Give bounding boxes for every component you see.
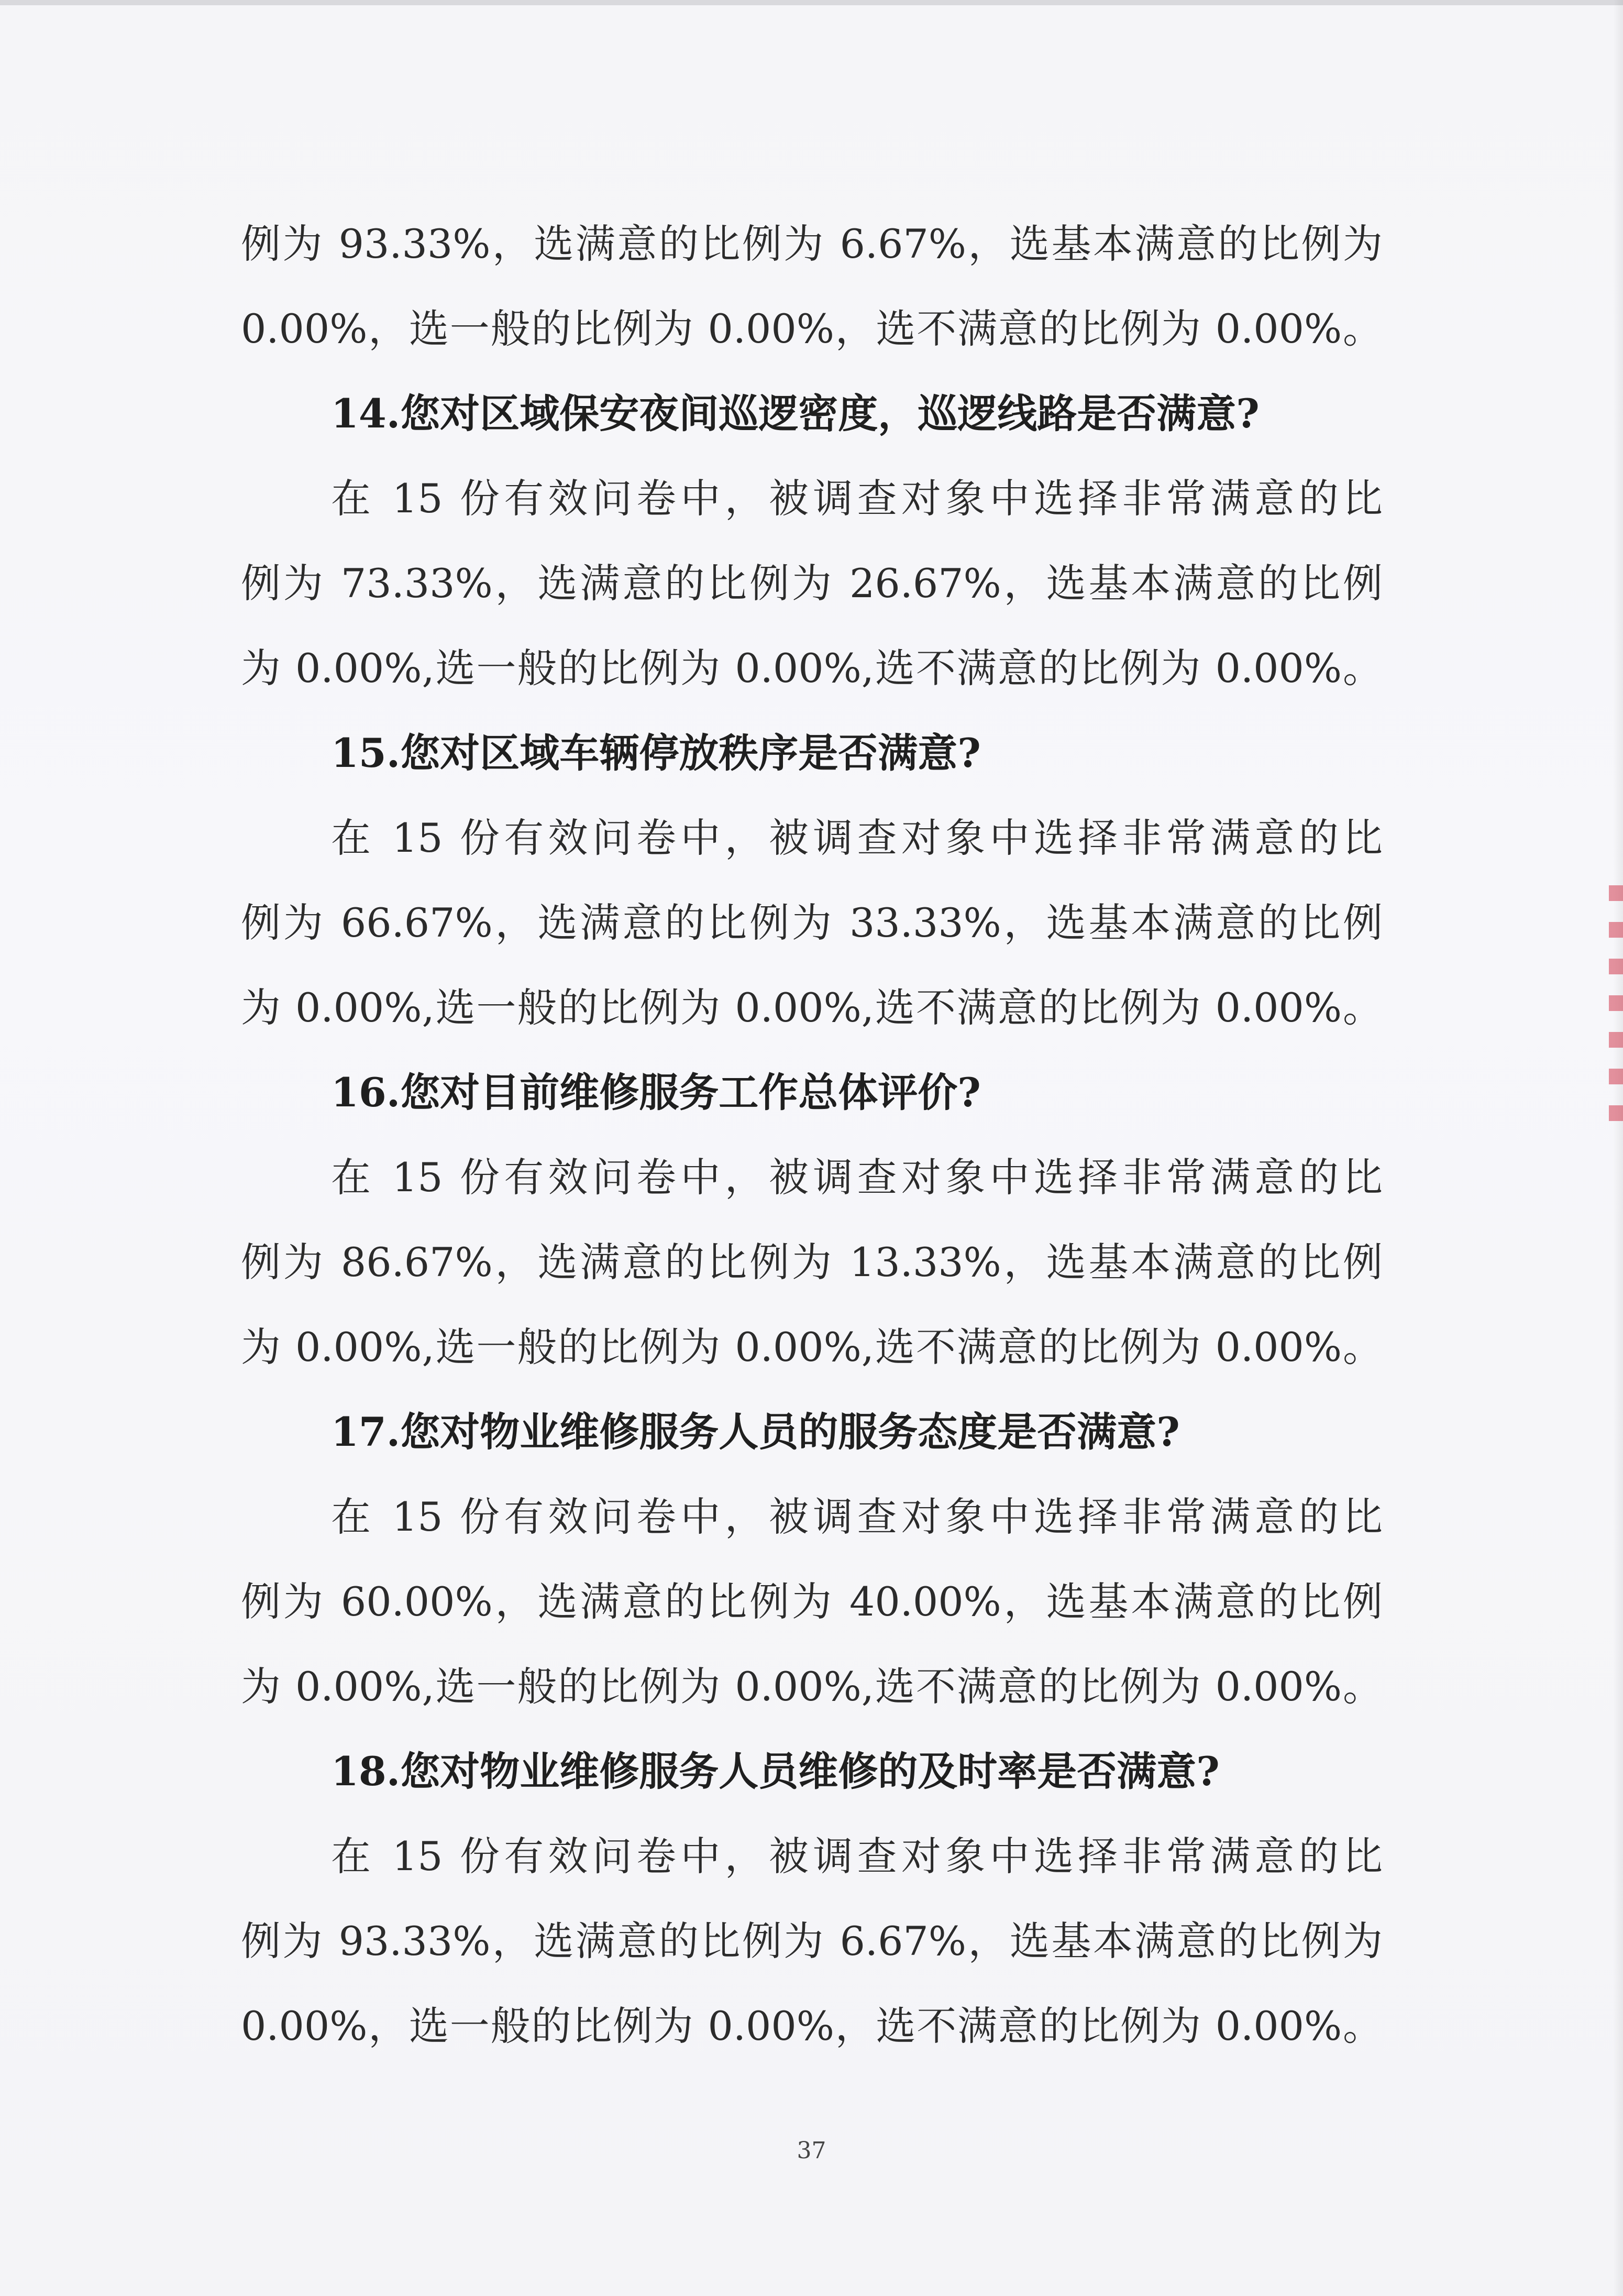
answer-line: 为 0.00%,选一般的比例为 0.00%,选不满意的比例为 0.00%。 xyxy=(241,645,1383,691)
answer-line: 在 15 份有效问卷中，被调查对象中选择非常满意的比 xyxy=(331,815,1383,861)
paragraph-line: 0.00%，选一般的比例为 0.00%，选不满意的比例为 0.00%。 xyxy=(241,305,1383,352)
answer-line: 例为 93.33%，选满意的比例为 6.67%，选基本满意的比例为 xyxy=(241,1918,1383,1964)
answer-line: 例为 86.67%，选满意的比例为 13.33%，选基本满意的比例 xyxy=(241,1239,1383,1286)
answer-line: 为 0.00%,选一般的比例为 0.00%,选不满意的比例为 0.00%。 xyxy=(241,1324,1383,1370)
answer-line: 在 15 份有效问卷中，被调查对象中选择非常满意的比 xyxy=(331,1833,1383,1880)
answer-line: 例为 73.33%，选满意的比例为 26.67%，选基本满意的比例 xyxy=(241,560,1383,607)
answer-line: 为 0.00%,选一般的比例为 0.00%,选不满意的比例为 0.00%。 xyxy=(241,984,1383,1031)
answer-line: 为 0.00%,选一般的比例为 0.00%,选不满意的比例为 0.00%。 xyxy=(241,1663,1383,1710)
document-body xyxy=(241,202,1383,2069)
answer-line: 在 15 份有效问卷中，被调查对象中选择非常满意的比 xyxy=(331,1154,1383,1201)
scan-top-edge xyxy=(0,0,1623,5)
page-number: 37 xyxy=(797,2137,826,2164)
answer-line: 0.00%，选一般的比例为 0.00%，选不满意的比例为 0.00%。 xyxy=(241,2003,1383,2049)
question-heading-14: 14.您对区域保安夜间巡逻密度，巡逻线路是否满意? xyxy=(331,390,1260,437)
paragraph-line: 例为 93.33%，选满意的比例为 6.67%，选基本满意的比例为 xyxy=(241,221,1383,267)
question-heading-15: 15.您对区域车辆停放秩序是否满意? xyxy=(331,730,981,776)
seal-stamp-fragment xyxy=(1609,885,1623,1131)
answer-line: 例为 66.67%，选满意的比例为 33.33%，选基本满意的比例 xyxy=(241,899,1383,946)
answer-line: 例为 60.00%，选满意的比例为 40.00%，选基本满意的比例 xyxy=(241,1578,1383,1625)
question-heading-17: 17.您对物业维修服务人员的服务态度是否满意? xyxy=(331,1409,1180,1455)
question-heading-16: 16.您对目前维修服务工作总体评价? xyxy=(331,1069,981,1116)
answer-line: 在 15 份有效问卷中，被调查对象中选择非常满意的比 xyxy=(331,1493,1383,1540)
answer-line: 在 15 份有效问卷中，被调查对象中选择非常满意的比 xyxy=(331,475,1383,522)
scan-right-shadow xyxy=(1613,0,1623,2296)
question-heading-18: 18.您对物业维修服务人员维修的及时率是否满意? xyxy=(331,1748,1220,1795)
